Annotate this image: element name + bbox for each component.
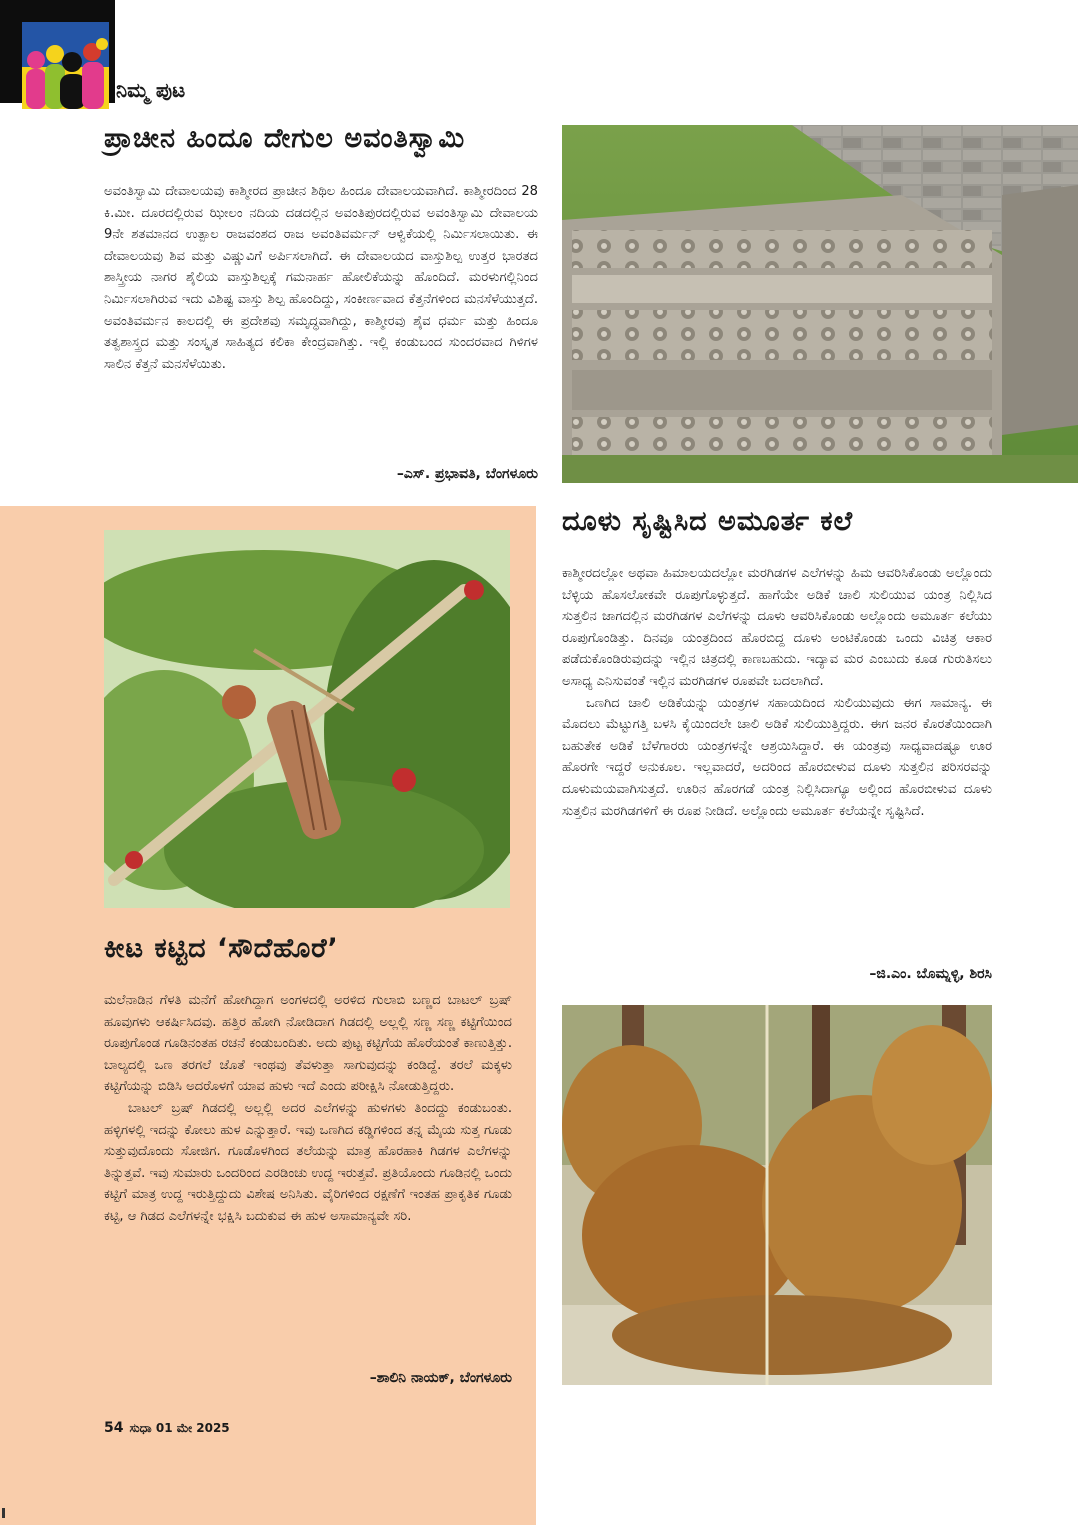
article2-title: ದೂಳು ಸೃಷ್ಟಿಸಿದ ಅಮೂರ್ತ ಕಲೆ (562, 506, 854, 537)
article3-byline: –ಶಾಲಿನಿ ನಾಯಕ್, ಬೆಂಗಳೂರು (369, 1370, 512, 1386)
dust-covered-trees-photo (562, 1005, 992, 1385)
bagworm-nest-photo (104, 530, 510, 908)
article1-body (104, 181, 538, 375)
article1-title: ಪ್ರಾಚೀನ ಹಿಂದೂ ದೇಗುಲ ಅವಂತಿಸ್ವಾಮಿ (104, 123, 466, 154)
section-label: ನಿಮ್ಮ ಪುಟ (116, 78, 186, 102)
article2-paragraph: ಒಣಗಿದ ಚಾಲಿ ಅಡಿಕೆಯನ್ನು ಯಂತ್ರಗಳ ಸಹಾಯದಿಂದ ಸುಲಿಯುವುದು ಈಗ ಸಾಮಾನ್ಯ. ಈ ಮೊದಲು ಮೆಟ್ಟುಗತ್ತಿ ಬಳಸಿ ಕೈಯಿಂದಲೇ ಚಾಲಿ ಅಡಿಕೆ ಸುಲಿಯುತ್ತಿದ್ದರು. ಈಗ ಜನರ ಕೊರತೆಯಿಂದಾಗಿ ಬಹುತೇಕ ಅಡಿಕೆ ಬೆಳೆಗಾರರು ಯಂತ್ರಗಳನ್ನೇ ಆಶ್ರಯಿಸಿದ್ದಾರೆ. ಈ ಯಂತ್ರವು ಸಾಧ್ಯವಾದಷ್ಟೂ ಊರ ಹೊರಗೇ ಇದ್ದರೆ ಅನುಕೂಲ. ಇಲ್ಲವಾದರೆ, ಅದರಿಂದ ಹೊರಬೀಳುವ ದೂಳು ಸುತ್ತಲಿನ ಪರಿಸರವನ್ನು ದೂಳುಮಯವಾಗಿಸುತ್ತದೆ. ಊರಿನ ಹೊರಗಡೆ ಯಂತ್ರ ನಿಲ್ಲಿಸಿದಾಗ್ಯೂ ಅಲ್ಲಿಂದ ಹೊರಬೀಳುವ ದೂಳು ಸುತ್ತಲಿನ ಮರಗಿಡಗಳಿಗೆ ಈ ರೂಪ ನೀಡಿದೆ. ಅಲ್ಲೊಂದು ಅಮೂರ್ತ ಕಲೆಯನ್ನೇ ಸೃಷ್ಟಿಸಿದೆ. (562, 695, 992, 819)
article2-body (562, 563, 992, 822)
article2-byline: –ಜಿ.ಎಂ. ಬೊಮ್ನಳ್ಳಿ, ಶಿರಸಿ (869, 966, 992, 982)
page-number: 54 (104, 1420, 124, 1436)
issue-info: ಸುಧಾ 01 ಮೇ 2025 (129, 1421, 230, 1435)
article3-body (104, 990, 512, 1228)
crop-mark (2, 1508, 5, 1518)
article1-byline: –ಎಸ್. ಪ್ರಭಾವತಿ, ಬೆಂಗಳೂರು (396, 466, 538, 482)
article3-paragraph: ಬಾಟಲ್ ಬ್ರಷ್ ಗಿಡದಲ್ಲಿ ಅಲ್ಲಲ್ಲಿ ಅದರ ಎಲೆಗಳನ್ನು ಹುಳಗಳು ತಿಂದದ್ದು ಕಂಡುಬಂತು. ಹಳ್ಳಿಗಳಲ್ಲಿ ಇದನ್ನು ಕೋಲು ಹುಳ ಎನ್ನುತ್ತಾರೆ. ಇವು ಒಣಗಿದ ಕಡ್ಡಿಗಳಿಂದ ತನ್ನ ಮೈಯ ಸುತ್ತ ಗೂಡು ಸುತ್ತುವುದೊಂದು ಸೋಜಿಗ. ಗೂಡೊಳಗಿಂದ ತಲೆಯನ್ನು ಮಾತ್ರ ಹೊರಹಾಕಿ ಗಿಡಗಳ ಎಲೆಗಳನ್ನು ತಿನ್ನುತ್ತವೆ. ಇವು ಸುಮಾರು ಒಂದರಿಂದ ಎರಡಿಂಚು ಉದ್ದ ಇರುತ್ತವೆ. ಪ್ರತಿಯೊಂದು ಗೂಡಿನಲ್ಲಿ ಒಂದು ಕಟ್ಟಿಗೆ ಮಾತ್ರ ಉದ್ದ ಇರುತ್ತಿದ್ದುದು ವಿಶೇಷ ಅನಿಸಿತು. ವೈರಿಗಳಿಂದ ರಕ್ಷಣೆಗೆ ಇಂತಹ ಪ್ರಾಕೃತಿಕ ಗೂಡು ಕಟ್ಟಿ, ಆ ಗಿಡದ ಎಲೆಗಳನ್ನೇ ಭಕ್ಷಿಸಿ ಬದುಕುವ ಈ ಹುಳ ಅಸಾಮಾನ್ಯವೇ ಸರಿ. (104, 1100, 512, 1224)
article3-paragraph: ಮಲೆನಾಡಿನ ಗೆಳತಿ ಮನೆಗೆ ಹೋಗಿದ್ದಾಗ ಅಂಗಳದಲ್ಲಿ ಅರಳಿದ ಗುಲಾಬಿ ಬಣ್ಣದ ಬಾಟಲ್ ಬ್ರಷ್ ಹೂವುಗಳು ಆಕರ್ಷಿಸಿದವು. ಹತ್ತಿರ ಹೋಗಿ ನೋಡಿದಾಗ ಗಿಡದಲ್ಲಿ ಅಲ್ಲಲ್ಲಿ ಸಣ್ಣ ಸಣ್ಣ ಕಟ್ಟಿಗೆಯಿಂದ ರೂಪುಗೊಂಡ ಗೂಡಿನಂತಹ ರಚನೆ ಕಂಡುಬಂದಿತು. ಅದು ಪುಟ್ಟ ಕಟ್ಟಿಗೆಯ ಹೊರೆಯಂತೆ ಕಾಣುತ್ತಿತ್ತು. ಬಾಲ್ಯದಲ್ಲಿ ಒಣ ತರಗಲೆ ಜೊತೆ ಇಂಥವು ತೆವಳುತ್ತಾ ಸಾಗುವುದನ್ನು ಕಂಡಿದ್ದೆ. ತರಲೆ ಮಕ್ಕಳು ಕಟ್ಟಿಗೆಯನ್ನು ಬಿಡಿಸಿ ಅದರೊಳಗೆ ಯಾವ ಹುಳು ಇದೆ ಎಂದು ಪರೀಕ್ಷಿಸಿ ನೋಡುತ್ತಿದ್ದರು. (104, 993, 512, 1095)
page-footer (104, 1420, 230, 1436)
article1-paragraph: ಅವಂತಿಸ್ವಾಮಿ ದೇವಾಲಯವು ಕಾಶ್ಮೀರದ ಪ್ರಾಚೀನ ಶಿಥಿಲ ಹಿಂದೂ ದೇವಾಲಯವಾಗಿದೆ. ಕಾಶ್ಮೀರದಿಂದ 28 ಕಿ.ಮೀ. ದೂರದಲ್ಲಿರುವ ಝೀಲಂ ನದಿಯ ದಡದಲ್ಲಿನ ಅವಂತಿಪುರದಲ್ಲಿರುವ ಅವಂತಿಸ್ವಾಮಿ ದೇವಾಲಯ 9ನೇ ಶತಮಾನದ ಉತ್ಪಾಲ ರಾಜವಂಶದ ರಾಜ ಅವಂತಿವರ್ಮನ್ ಆಳ್ವಿಕೆಯಲ್ಲಿ ನಿರ್ಮಿಸಲಾಯಿತು. ಈ ದೇವಾಲಯವು ಶಿವ ಮತ್ತು ವಿಷ್ಣುವಿಗೆ ಅರ್ಪಿಸಲಾಗಿದೆ. ಈ ದೇವಾಲಯದ ವಾಸ್ತುಶಿಲ್ಪ ಉತ್ತರ ಭಾರತದ ಶಾಸ್ತ್ರೀಯ ನಾಗರ ಶೈಲಿಯ ವಾಸ್ತುಶಿಲ್ಪಕ್ಕೆ ಗಮನಾರ್ಹ ಹೋಲಿಕೆಯನ್ನು ಹೊಂದಿದೆ. ಮರಳುಗಲ್ಲಿನಿಂದ ನಿರ್ಮಿಸಲಾಗಿರುವ ಇದು ವಿಶಿಷ್ಟ ವಾಸ್ತು ಶಿಲ್ಪ ಹೊಂದಿದ್ದು, ಸಂಕೀರ್ಣವಾದ ಕೆತ್ತನೆಗಳಿಂದ ಮನಸೆಳೆಯುತ್ತದೆ. ಅವಂತಿವರ್ಮನ ಕಾಲದಲ್ಲಿ ಈ ಪ್ರದೇಶವು ಸಮೃದ್ಧವಾಗಿದ್ದು, ಕಾಶ್ಮೀರವು ಶೈವ ಧರ್ಮ ಮತ್ತು ಹಿಂದೂ ತತ್ವಶಾಸ್ತ್ರದ ಮತ್ತು ಸಂಸ್ಕೃತ ಸಾಹಿತ್ಯದ ಕಲಿಕಾ ಕೇಂದ್ರವಾಗಿತ್ತು. ಇಲ್ಲಿ ಕಂಡುಬಂದ ಸುಂದರವಾದ ಗಿಳಿಗಳ ಸಾಲಿನ ಕೆತ್ತನೆ ಮನಸೆಳೆಯಿತು. (104, 184, 538, 372)
article3-title: ಕೀಟ ಕಟ್ಟಿದ ‘ಸೌದೆಹೊರೆ’ (104, 933, 339, 964)
article2-paragraph: ಕಾಶ್ಮೀರದಲ್ಲೋ ಅಥವಾ ಹಿಮಾಲಯದಲ್ಲೋ ಮರಗಿಡಗಳ ಎಲೆಗಳನ್ನು ಹಿಮ ಆವರಿಸಿಕೊಂಡು ಅಲ್ಲೊಂದು ಬೆಳ್ಳಿಯ ಹೊಸಲೋಕವೇ ರೂಪುಗೊಳ್ಳುತ್ತದೆ. ಹಾಗೆಯೇ ಅಡಿಕೆ ಚಾಲಿ ಸುಲಿಯುವ ಯಂತ್ರ ನಿಲ್ಲಿಸಿದ ಸುತ್ತಲಿನ ಜಾಗದಲ್ಲಿನ ಮರಗಿಡಗಳ ಎಲೆಗಳನ್ನು ದೂಳು ಆವರಿಸಿಕೊಂಡು ಅಲ್ಲೊಂದು ಅಮೂರ್ತ ಕಲೆಯು ರೂಪುಗೊಂಡಿತ್ತು. ದಿನವೂ ಯಂತ್ರದಿಂದ ಹೊರಬಿದ್ದ ದೂಳು ಅಂಟಿಕೊಂಡು ಒಂದು ವಿಚಿತ್ರ ಆಕಾರ ಪಡೆದುಕೊಂಡಿರುವುದನ್ನು ಇಲ್ಲಿನ ಚಿತ್ರದಲ್ಲಿ ಕಾಣಬಹುದು. ಇದ್ಯಾವ ಮರ ಎಂಬುದು ಕೂಡ ಗುರುತಿಸಲು ಅಸಾಧ್ಯ ಎನಿಸುವಂತೆ ಇಲ್ಲಿನ ಮರಗಿಡಗಳ ರೂಪವೇ ಬದಲಾಗಿದೆ. (562, 566, 992, 689)
temple-ruins-photo (562, 125, 1078, 483)
section-logo (22, 22, 109, 109)
